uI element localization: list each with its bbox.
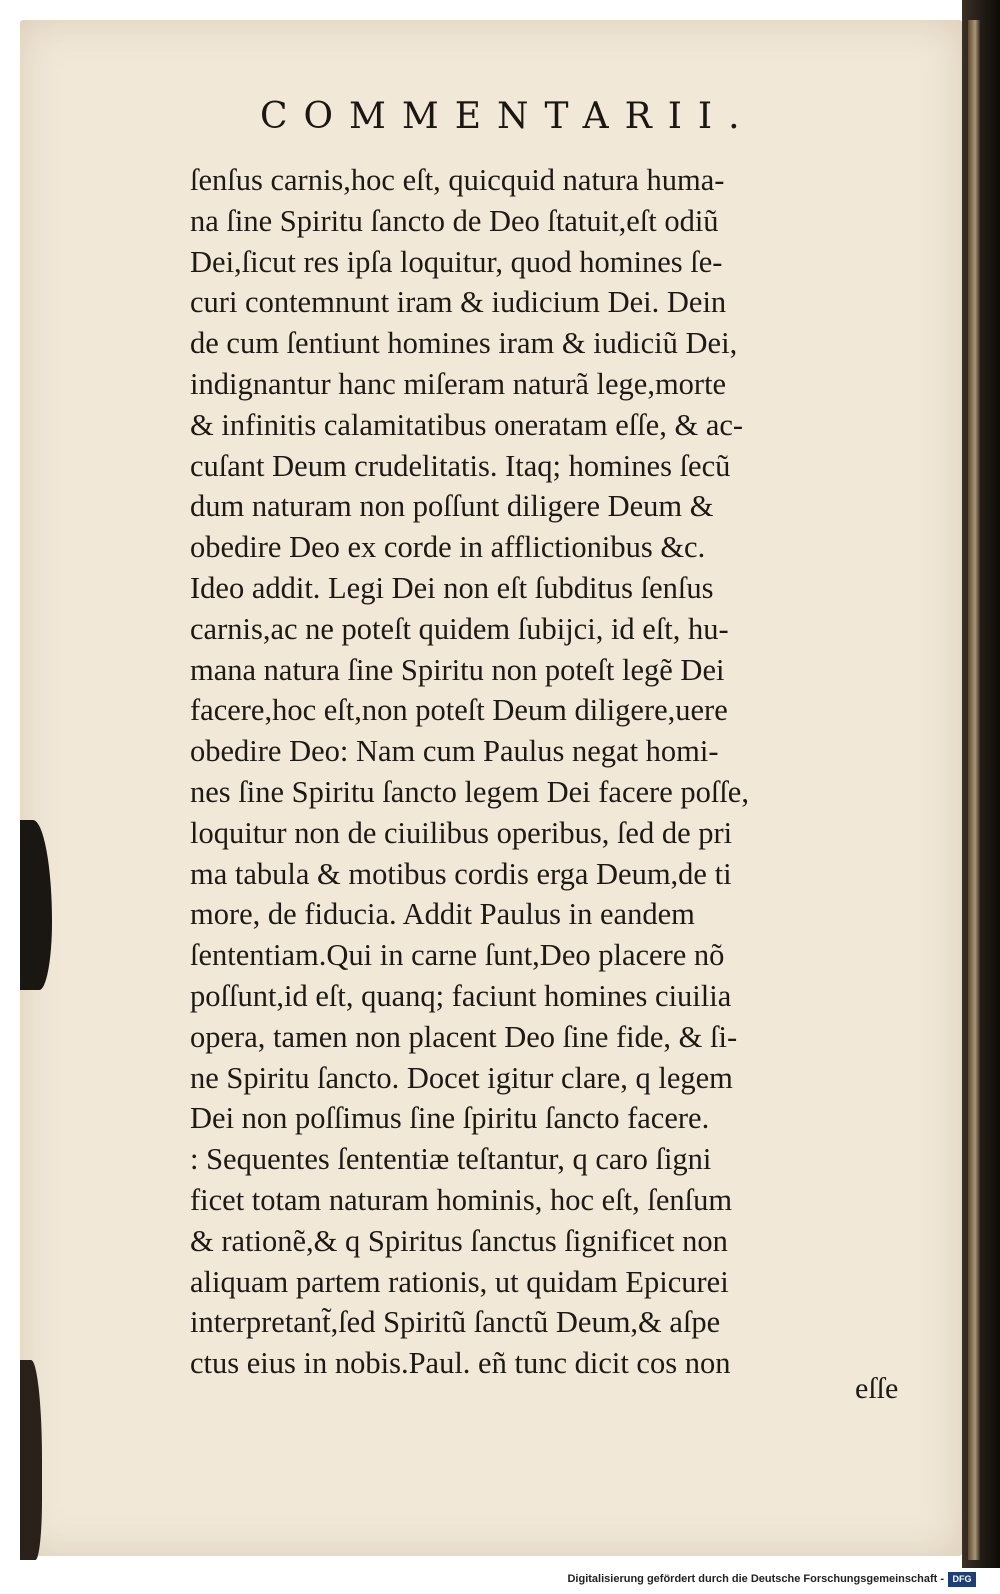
text-line: facere,hoc eſt,non poteſt Deum diligere,uere [190, 693, 728, 728]
text-line: de cum ſentiunt homines iram & iudiciũ Dei, [190, 326, 738, 361]
text-line: ma tabula & motibus cordis erga Deum,de ti [190, 856, 732, 891]
text-line: ficet totam naturam hominis, hoc eſt, ſenſum [190, 1182, 733, 1217]
text-line: obedire Deo ex corde in afflictionibus &c. [190, 530, 706, 565]
text-line: poſſunt,id eſt, quanq; faciunt homines ciuilia [190, 978, 732, 1013]
text-line: more, de fiducia. Addit Paulus in eandem [190, 897, 695, 932]
dfg-logo: DFG [948, 1572, 976, 1587]
text-line: Dei non poſſimus ſine ſpiritu ſancto facere. [190, 1101, 710, 1136]
text-line: ſententiam.Qui in carne ſunt,Deo placere nõ [190, 938, 725, 973]
text-line: carnis,ac ne poteſt quidem ſubijci, id eſt, hu- [190, 611, 729, 646]
text-line: ne Spiritu ſancto. Docet igitur clare, q legem [190, 1060, 733, 1095]
text-line: loquitur non de ciuilibus operibus, ſed de pri [190, 815, 733, 850]
text-line: Ideo addit. Legi Dei non eſt ſubditus ſenſus [190, 570, 714, 605]
text-line: & rationẽ,& q Spiritus ſanctus ſignificet non [190, 1223, 728, 1258]
text-line: & infinitis calamitatibus oneratam eſſe, & ac- [190, 407, 744, 442]
catchword: eſſe [855, 1372, 899, 1405]
text-line: cuſant Deum crudelitatis. Itaq; homines ſecũ [190, 448, 731, 483]
text-line: mana natura ſine Spiritu non poteſt legẽ Dei [190, 652, 725, 687]
text-line: na ſine Spiritu ſancto de Deo ſtatuit,eſt odiũ [190, 203, 719, 238]
text-line: interpretant̃,ſed Spiritũ ſanctũ Deum,& aſpe [190, 1305, 721, 1340]
page-stack-edge [968, 20, 980, 1560]
text-line: : Sequentes ſententiæ teſtantur, q caro ſigni [190, 1142, 712, 1177]
text-line: indignantur hanc miſeram naturã lege,morte [190, 366, 727, 401]
text-line: opera, tamen non placent Deo ſine fide, & ſi- [190, 1019, 738, 1054]
text-line: ſenſus carnis,hoc eſt, quicquid natura huma- [190, 163, 725, 197]
text-line: aliquam partem rationis, ut quidam Epicurei [190, 1264, 729, 1299]
body-text [190, 160, 930, 1384]
text-line: Dei,ſicut res ipſa loquitur, quod homines ſe- [190, 244, 723, 279]
text-line: ctus eius in nobis.Paul. eñ tunc dicit cos non [190, 1346, 731, 1381]
footer-bar [0, 1568, 1000, 1594]
text-line: curi contemnunt iram & iudicium Dei. Dein [190, 285, 727, 320]
text-line: obedire Deo: Nam cum Paulus negat homi- [190, 734, 719, 769]
text-line: dum naturam non poſſunt diligere Deum & [190, 489, 714, 524]
digitization-credit: Digitalisierung gefördert durch die Deutsche Forschungsgemeinschaft - [567, 1573, 944, 1585]
page-damage-left-lower [20, 1360, 42, 1560]
text-line: nes ſine Spiritu ſancto legem Dei facere poſſe, [190, 774, 749, 809]
running-head: COMMENTARII. [260, 96, 756, 137]
